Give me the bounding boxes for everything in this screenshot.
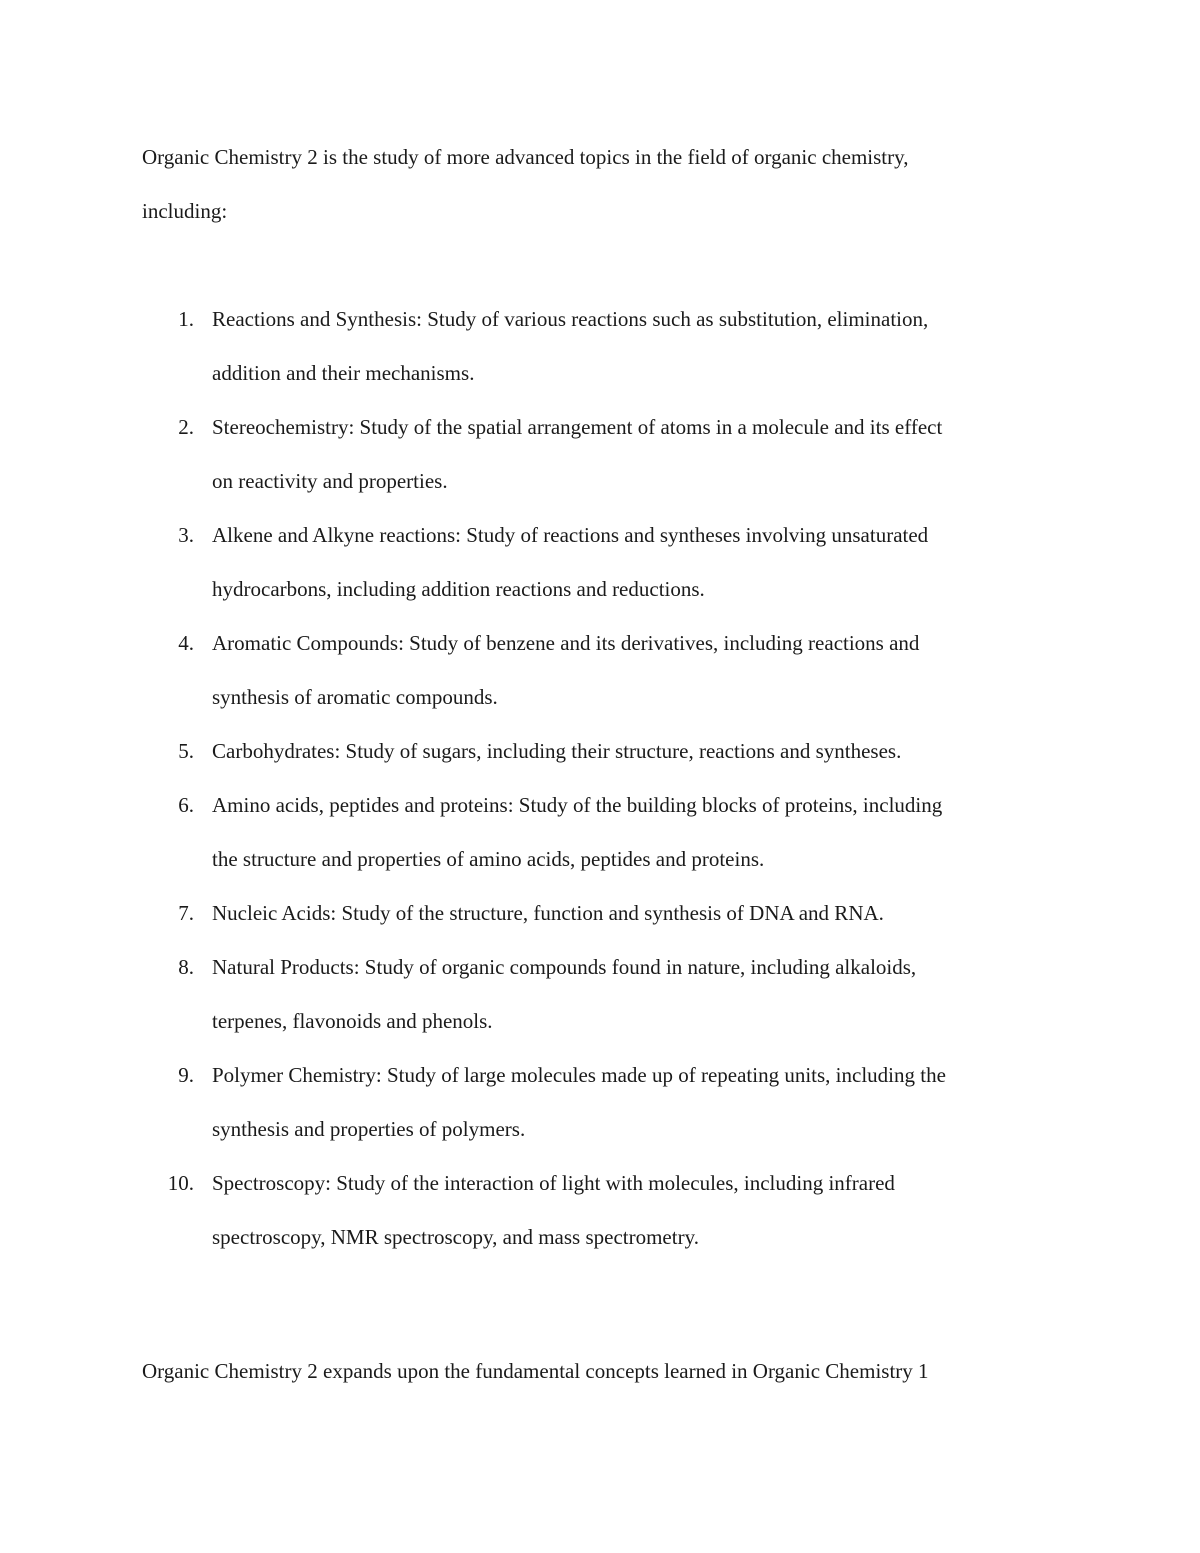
list-number: 2. — [178, 415, 194, 439]
list-number: 6. — [178, 793, 194, 817]
list-item-text: hydrocarbons, including addition reactions and reductions. — [212, 577, 705, 601]
closing-paragraph: Organic Chemistry 2 expands upon the fundamental concepts learned in Organic Chemistry 1 — [142, 1359, 929, 1383]
list-number: 3. — [178, 523, 194, 547]
list-item-text: the structure and properties of amino acids, peptides and proteins. — [212, 847, 765, 871]
list-item-text: synthesis of aromatic compounds. — [212, 685, 498, 709]
list-item-text: Alkene and Alkyne reactions: Study of reactions and syntheses involving unsaturated — [212, 523, 929, 547]
list-item-text: Nucleic Acids: Study of the structure, function and synthesis of DNA and RNA. — [212, 901, 884, 925]
list-item-text: Stereochemistry: Study of the spatial arrangement of atoms in a molecule and its effect — [212, 415, 943, 439]
list-number: 10. — [167, 1171, 194, 1195]
list-item-text: on reactivity and properties. — [212, 469, 448, 493]
list-number: 7. — [178, 901, 194, 925]
list-item-text: Polymer Chemistry: Study of large molecules made up of repeating units, including the — [212, 1063, 946, 1087]
list-item-text: terpenes, flavonoids and phenols. — [212, 1009, 493, 1033]
list-item-text: spectroscopy, NMR spectroscopy, and mass spectrometry. — [212, 1225, 699, 1249]
list-number: 4. — [178, 631, 194, 655]
list-item-text: synthesis and properties of polymers. — [212, 1117, 526, 1141]
intro-line-2: including: — [142, 199, 228, 223]
list-item-text: addition and their mechanisms. — [212, 361, 475, 385]
list-number: 5. — [178, 739, 194, 763]
list-number: 9. — [178, 1063, 194, 1087]
list-item-text: Aromatic Compounds: Study of benzene and its derivatives, including reactions and — [212, 631, 920, 655]
list-item-text: Reactions and Synthesis: Study of various reactions such as substitution, elimination, — [212, 307, 929, 331]
list-item-text: Amino acids, peptides and proteins: Study of the building blocks of proteins, including — [212, 793, 943, 817]
list-item-text: Carbohydrates: Study of sugars, including their structure, reactions and syntheses. — [212, 739, 902, 763]
intro-line-1: Organic Chemistry 2 is the study of more advanced topics in the field of organic chemistry, — [142, 145, 909, 169]
list-item-text: Natural Products: Study of organic compounds found in nature, including alkaloids, — [212, 955, 917, 979]
list-number: 1. — [178, 307, 194, 331]
list-item-text: Spectroscopy: Study of the interaction of light with molecules, including infrared — [212, 1171, 895, 1195]
list-number: 8. — [178, 955, 194, 979]
